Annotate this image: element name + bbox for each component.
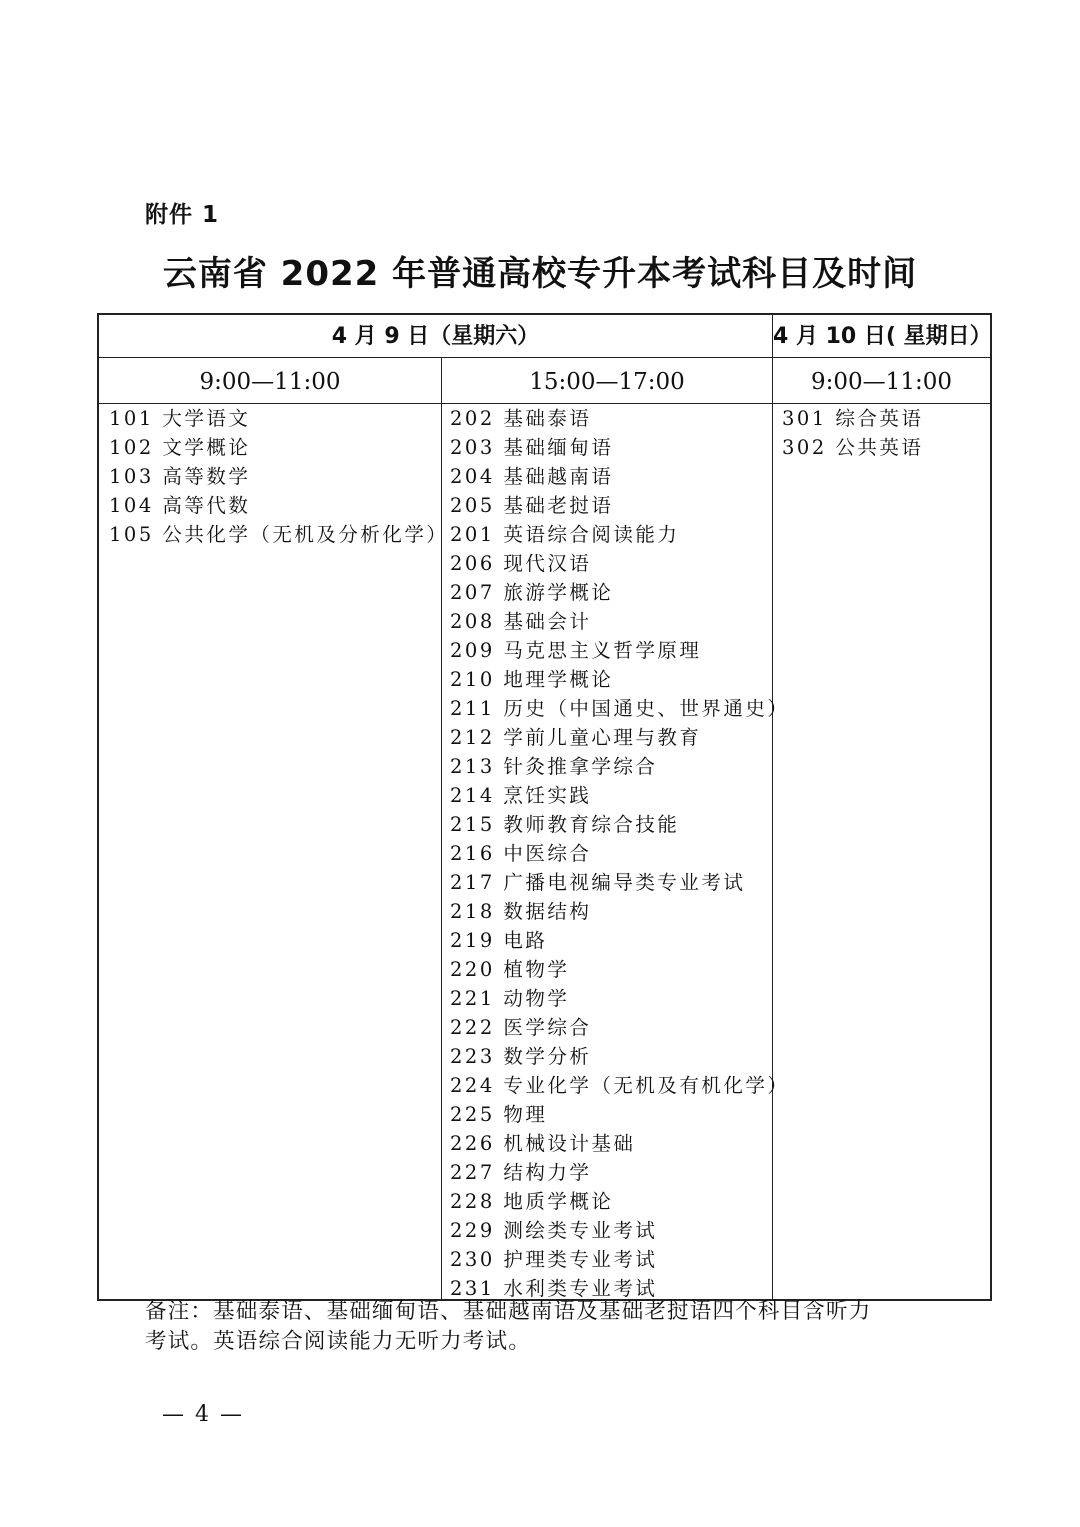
subject-item: 205 基础老挝语 bbox=[450, 494, 614, 517]
subject-item: 201 英语综合阅读能力 bbox=[450, 523, 680, 546]
subject-item: 213 针灸推拿学综合 bbox=[450, 755, 658, 778]
remarks-line: 备注：基础泰语、基础缅甸语、基础越南语及基础老挝语四个科目含听力 bbox=[145, 1299, 872, 1324]
subject-item: 211 历史（中国通史、世界通史） bbox=[450, 697, 790, 720]
subject-item: 226 机械设计基础 bbox=[450, 1132, 636, 1155]
subject-item: 218 数据结构 bbox=[450, 900, 592, 923]
subject-item: 302 公共英语 bbox=[782, 436, 924, 459]
subject-item: 208 基础会计 bbox=[450, 610, 592, 633]
date-header-sunday: 4 月 10 日( 星期日） bbox=[773, 324, 992, 349]
subject-list-sat-morning bbox=[109, 404, 448, 549]
subject-item: 301 综合英语 bbox=[782, 407, 924, 430]
subject-item: 224 专业化学（无机及有机化学） bbox=[450, 1074, 790, 1097]
subject-item: 229 测绘类专业考试 bbox=[450, 1219, 658, 1242]
subject-item: 220 植物学 bbox=[450, 958, 570, 981]
remarks-line: 考试。英语综合阅读能力无听力考试。 bbox=[145, 1329, 531, 1354]
subject-item: 228 地质学概论 bbox=[450, 1190, 614, 1213]
subject-item: 202 基础泰语 bbox=[450, 407, 592, 430]
subject-item: 207 旅游学概论 bbox=[450, 581, 614, 604]
subject-list-sun-morning bbox=[782, 404, 923, 462]
subject-item: 214 烹饪实践 bbox=[450, 784, 592, 807]
subject-item: 103 高等数学 bbox=[109, 465, 251, 488]
page-number: — 4 — bbox=[162, 1402, 244, 1427]
subject-item: 206 现代汉语 bbox=[450, 552, 592, 575]
time-header-sun-morning: 9:00—11:00 bbox=[811, 369, 952, 395]
subject-item: 225 物理 bbox=[450, 1103, 548, 1126]
time-header-sat-afternoon: 15:00—17:00 bbox=[529, 369, 685, 395]
subject-item: 230 护理类专业考试 bbox=[450, 1248, 658, 1271]
subject-item: 221 动物学 bbox=[450, 987, 570, 1010]
subject-item: 101 大学语文 bbox=[109, 407, 251, 430]
remarks-note bbox=[145, 1297, 955, 1357]
time-header-sat-morning: 9:00—11:00 bbox=[199, 369, 341, 395]
subject-item: 223 数学分析 bbox=[450, 1045, 592, 1068]
subject-item: 102 文学概论 bbox=[109, 436, 251, 459]
subject-item: 104 高等代数 bbox=[109, 494, 251, 517]
subject-item: 227 结构力学 bbox=[450, 1161, 592, 1184]
subject-list-sat-afternoon bbox=[450, 404, 789, 1303]
document-title: 云南省 2022 年普通高校专升本考试科目及时间 bbox=[162, 254, 918, 294]
subject-item: 203 基础缅甸语 bbox=[450, 436, 614, 459]
subject-item: 204 基础越南语 bbox=[450, 465, 614, 488]
subject-item: 216 中医综合 bbox=[450, 842, 592, 865]
subject-item: 219 电路 bbox=[450, 929, 548, 952]
subject-item: 209 马克思主义哲学原理 bbox=[450, 639, 702, 662]
attachment-label: 附件 1 bbox=[145, 202, 220, 228]
subject-item: 105 公共化学（无机及分析化学） bbox=[109, 523, 449, 546]
subject-item: 231 水利类专业考试 bbox=[450, 1277, 658, 1300]
subject-item: 215 教师教育综合技能 bbox=[450, 813, 680, 836]
subject-item: 210 地理学概论 bbox=[450, 668, 614, 691]
subject-item: 212 学前儿童心理与教育 bbox=[450, 726, 702, 749]
date-header-saturday: 4 月 9 日（星期六） bbox=[331, 324, 540, 349]
subject-item: 222 医学综合 bbox=[450, 1016, 592, 1039]
exam-schedule-table bbox=[97, 313, 992, 1301]
subject-item: 217 广播电视编导类专业考试 bbox=[450, 871, 746, 894]
